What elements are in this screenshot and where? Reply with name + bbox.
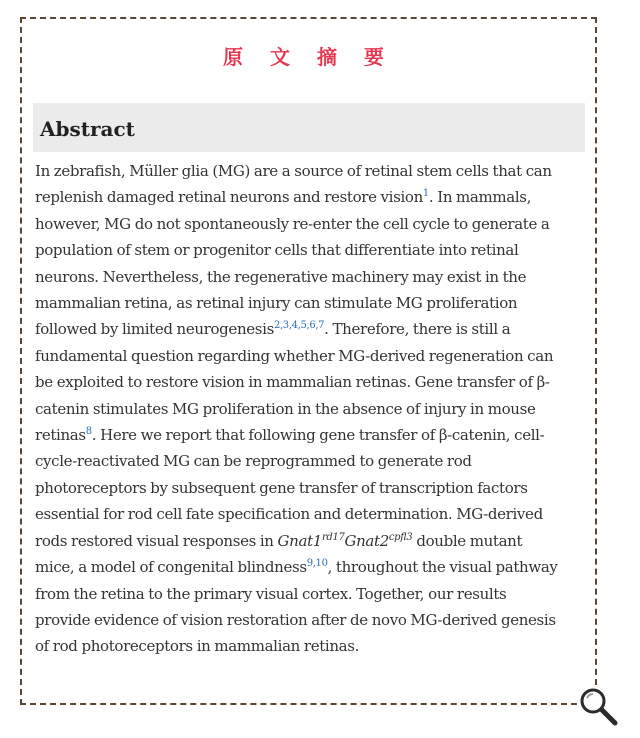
citation-link[interactable]: 8 — [85, 426, 92, 438]
gene-name: Gnat2 — [344, 531, 389, 550]
abstract-text-part: double mutant mice, a model of congenital blindness — [35, 531, 523, 577]
gene-allele: rd17 — [321, 531, 345, 543]
abstract-text — [35, 158, 565, 660]
citation-link[interactable]: 2,3,4,5,6,7 — [273, 320, 325, 332]
citation-link[interactable]: 1 — [422, 188, 429, 200]
abstract-text-part: . Therefore, there is still a fundamental question regarding whether MG-derived regeneration can be exploited to restore vision in mammalian retinas. Gene transfer of β-catenin stimulates MG proliferation in the absence of injury in mouse retinas — [35, 320, 554, 445]
gene-name: Gnat1 — [277, 531, 322, 550]
abstract-heading: Abstract — [40, 117, 135, 141]
abstract-text-part: In zebrafish, Müller glia (MG) are a source of retinal stem cells that can replenish damaged retinal neurons and restore vision — [35, 162, 552, 207]
abstract-text-part: , throughout the visual pathway from the retina to the primary visual cortex. Together, our results provide evidence of vision restoration after de novo MG-derived genesis of rod photoreceptors in mammalian retinas. — [35, 558, 558, 656]
citation-link[interactable]: 9,10 — [306, 558, 328, 570]
gene-allele: cpfl3 — [388, 531, 413, 543]
magnifier-icon[interactable] — [578, 686, 620, 728]
abstract-text-part: . In mammals, however, MG do not spontaneously re-enter the cell cycle to generate a population of stem or progenitor cells that differentiate into retinal neurons. Nevertheless, the regenerative machinery may exist in the mammalian retina, as retinal injury can stimulate MG proliferation followed by limited neurogenesis — [35, 188, 550, 339]
page-title: 原 文 摘 要 — [223, 45, 394, 69]
abstract-heading-bar — [33, 103, 585, 152]
abstract-text-part: . Here we report that following gene transfer of β-catenin, cell-cycle-reactivated MG can be reprogrammed to generate rod photoreceptors by subsequent gene transfer of transcription factors essential for rod cell fate specification and determination. MG-derived rods restored visual responses in — [35, 426, 545, 550]
